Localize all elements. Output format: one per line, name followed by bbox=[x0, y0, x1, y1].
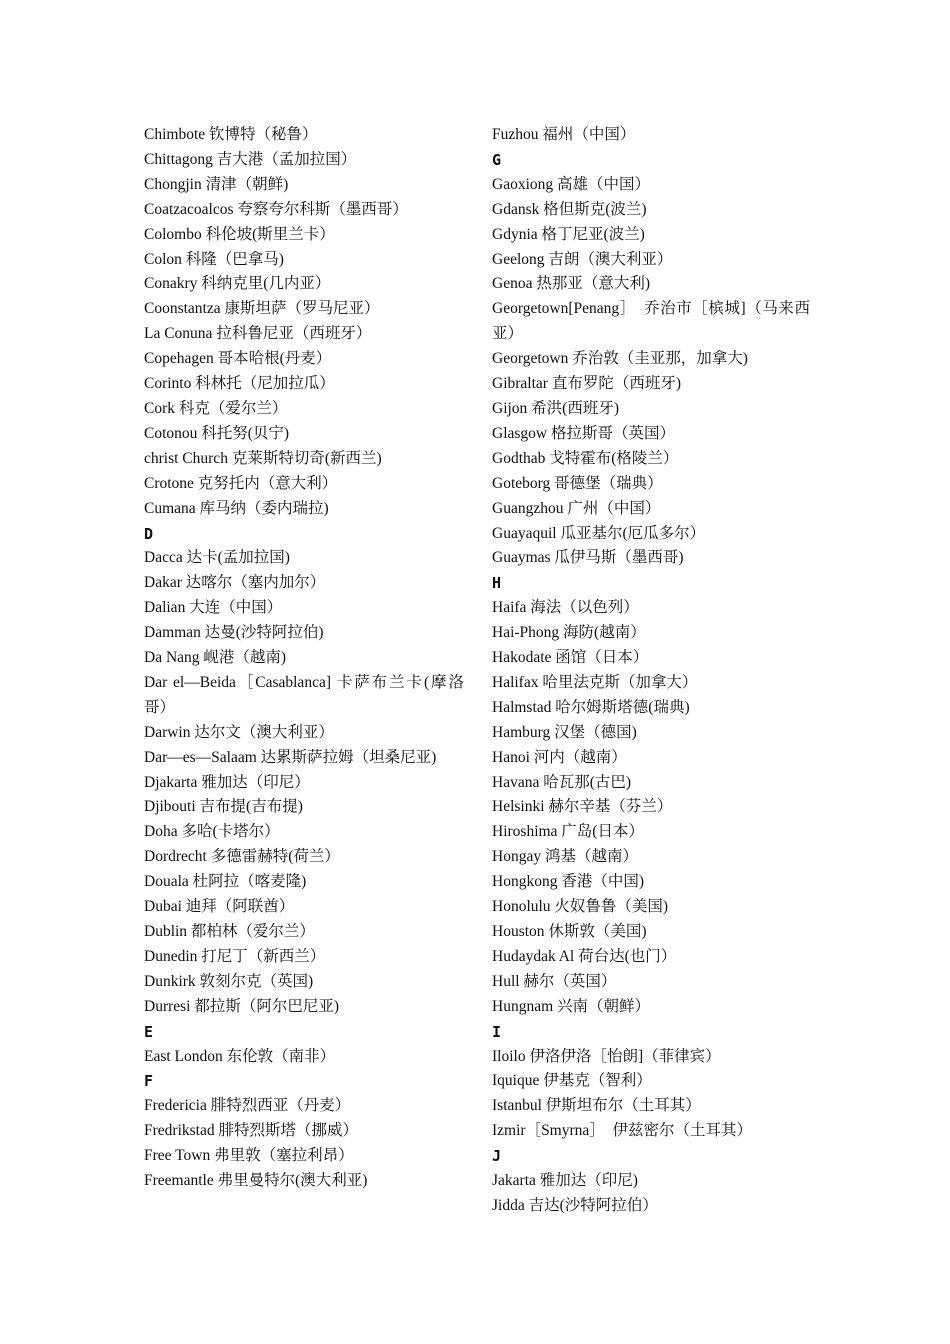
section-letter-heading: H bbox=[492, 574, 502, 593]
port-entry: Coatzacoalcos 夸察夸尔科斯（墨西哥） bbox=[144, 200, 408, 218]
port-entry: Hakodate 函馆（日本） bbox=[492, 649, 649, 667]
port-entry: Fuzhou 福州（中国） bbox=[492, 126, 636, 143]
port-entry: Hongay 鸿基（越南） bbox=[492, 848, 638, 866]
port-entry: Izmir［Smyrna］ 伊兹密尔（土耳其） bbox=[492, 1122, 753, 1140]
port-entry: Hai-Phong 海防(越南） bbox=[492, 624, 646, 642]
port-entry: Gdynia 格丁尼亚(波兰) bbox=[492, 225, 645, 243]
port-entry: Da Nang 岘港（越南) bbox=[144, 649, 287, 667]
port-entry: Hungnam 兴南（朝鲜） bbox=[492, 997, 651, 1015]
port-entry: Coonstantza 康斯坦萨（罗马尼亚） bbox=[144, 300, 380, 318]
port-entry: Chongjin 清津（朝鲜) bbox=[144, 175, 289, 193]
port-entry: Houston 休斯敦（美国) bbox=[492, 923, 647, 940]
port-entry: Dar el—Beida［Casablanca] 卡萨布兰卡(摩洛哥） bbox=[144, 673, 464, 716]
port-entry: Corinto 科林托（尼加拉瓜） bbox=[144, 375, 335, 393]
port-entry: Darwin 达尔文（澳大利亚） bbox=[144, 723, 334, 741]
port-entry: Dacca 达卡(孟加拉国) bbox=[144, 549, 290, 567]
port-entry: Dalian 大连（中国） bbox=[144, 599, 283, 617]
port-entry: Guayaquil 瓜亚基尔(厄瓜多尔） bbox=[492, 524, 706, 542]
port-entry: Hongkong 香港（中国) bbox=[492, 873, 644, 891]
port-entry: Dubai 迪拜（阿联酋） bbox=[144, 898, 295, 916]
port-entry: East London 东伦敦（南非） bbox=[144, 1047, 336, 1065]
port-entry: Godthab 戈特霍布(格陵兰） bbox=[492, 449, 679, 467]
port-entry: Djibouti 吉布提(吉布提) bbox=[144, 798, 303, 816]
port-entry: Hiroshima 广岛(日本） bbox=[492, 823, 644, 841]
port-entry: Iloilo 伊洛伊洛［怡朗]（菲律宾） bbox=[492, 1047, 721, 1065]
port-entry: Dunkirk 敦刻尔克（英国) bbox=[144, 972, 314, 990]
port-entry: Gibraltar 直布罗陀（西班牙) bbox=[492, 375, 681, 393]
port-entry: Dunedin 打尼丁（新西兰） bbox=[144, 947, 326, 965]
port-entry: Helsinki 赫尔辛基（芬兰） bbox=[492, 798, 673, 816]
port-entry: Dordrecht 多德雷赫特(荷兰） bbox=[144, 848, 340, 866]
port-entry: Jakarta 雅加达（印尼) bbox=[492, 1172, 638, 1190]
port-entry: Guaymas 瓜伊马斯（墨西哥) bbox=[492, 549, 684, 567]
port-entry: Havana 哈瓦那(古巴) bbox=[492, 773, 632, 791]
port-entry: Haifa 海法（以色列） bbox=[492, 599, 639, 617]
port-entry: La Conuna 拉科鲁尼亚（西班牙） bbox=[144, 325, 372, 343]
port-entry: Hanoi 河内（越南） bbox=[492, 748, 627, 766]
port-entry: Cork 科克（爱尔兰） bbox=[144, 399, 288, 417]
port-entry: Copehagen 哥本哈根(丹麦） bbox=[144, 350, 332, 368]
port-entry: Halifax 哈里法克斯（加拿大） bbox=[492, 673, 698, 691]
port-entry: Goteborg 哥德堡（瑞典） bbox=[492, 474, 663, 492]
port-entry: Hudaydak Al 荷台达(也门） bbox=[492, 947, 677, 965]
port-entry: Cumana 库马纳（委内瑞拉) bbox=[144, 499, 329, 517]
port-entry: Guangzhou 广州（中国） bbox=[492, 499, 661, 517]
port-entry: Geelong 吉朗（澳大利亚） bbox=[492, 250, 673, 268]
port-entry: Genoa 热那亚（意大利) bbox=[492, 275, 650, 293]
port-entry: Georgetown[Penang］ 乔治市［槟城]（马来西亚） bbox=[492, 300, 810, 343]
port-entry: Colon 科隆（巴拿马) bbox=[144, 250, 284, 268]
section-letter-heading: F bbox=[144, 1072, 154, 1091]
port-entry: Jidda 吉达(沙特阿拉伯） bbox=[492, 1196, 658, 1214]
port-entry: Fredericia 腓特烈西亚（丹麦） bbox=[144, 1097, 351, 1115]
port-entry: Damman 达曼(沙特阿拉伯) bbox=[144, 624, 324, 642]
port-entry: Chimbote 钦博特（秘鲁） bbox=[144, 126, 318, 143]
port-entry: Gijon 希洪(西班牙) bbox=[492, 399, 620, 417]
left-column bbox=[144, 123, 464, 1194]
port-entry: Gdansk 格但斯克(波兰) bbox=[492, 200, 647, 218]
port-entry: Doha 多哈(卡塔尔） bbox=[144, 823, 280, 841]
port-entry: Glasgow 格拉斯哥（英国） bbox=[492, 424, 675, 442]
right-column bbox=[492, 123, 810, 1219]
port-entry: Dublin 都柏林（爱尔兰） bbox=[144, 923, 315, 940]
port-entry: Halmstad 哈尔姆斯塔德(瑞典) bbox=[492, 698, 690, 716]
port-entry: Cotonou 科托努(贝宁) bbox=[144, 424, 290, 442]
port-entry: Fredrikstad 腓特烈斯塔（挪威） bbox=[144, 1122, 358, 1140]
section-letter-heading: E bbox=[144, 1022, 154, 1041]
port-entry: Istanbul 伊斯坦布尔（土耳其） bbox=[492, 1097, 701, 1115]
port-entry: Dar—es—Salaam 达累斯萨拉姆（坦桑尼亚) bbox=[144, 748, 437, 766]
section-letter-heading: D bbox=[144, 524, 154, 543]
port-entry: Hamburg 汉堡（德国) bbox=[492, 723, 637, 741]
port-entry: Dakar 达喀尔（塞内加尔） bbox=[144, 574, 326, 592]
section-letter-heading: G bbox=[492, 150, 502, 169]
port-entry: Freemantle 弗里曼特尔(澳大利亚) bbox=[144, 1172, 368, 1190]
port-entry: Gaoxiong 高雄（中国） bbox=[492, 175, 651, 193]
port-entry: Georgetown 乔治敦（圭亚那，加拿大) bbox=[492, 350, 748, 368]
port-entry: Hull 赫尔（英国） bbox=[492, 972, 617, 990]
section-letter-heading: I bbox=[492, 1022, 502, 1041]
port-entry: Iquique 伊基克（智利） bbox=[492, 1072, 652, 1090]
port-entry: Chittagong 吉大港（孟加拉国） bbox=[144, 150, 357, 168]
port-entry: Honolulu 火奴鲁鲁（美国) bbox=[492, 898, 669, 916]
port-entry: Free Town 弗里敦（塞拉利昂） bbox=[144, 1147, 354, 1165]
port-entry: Conakry 科纳克里(几内亚） bbox=[144, 275, 331, 293]
port-entry: Djakarta 雅加达（印尼） bbox=[144, 773, 310, 791]
port-entry: Colombo 科伦坡(斯里兰卡） bbox=[144, 225, 335, 243]
port-entry: Durresi 都拉斯（阿尔巴尼亚) bbox=[144, 997, 340, 1015]
section-letter-heading: J bbox=[492, 1147, 502, 1166]
port-entry: Douala 杜阿拉（喀麦隆) bbox=[144, 873, 307, 891]
port-entry: Crotone 克努托内（意大利） bbox=[144, 474, 338, 492]
port-entry: christ Church 克莱斯特切奇(新西兰) bbox=[144, 449, 382, 467]
